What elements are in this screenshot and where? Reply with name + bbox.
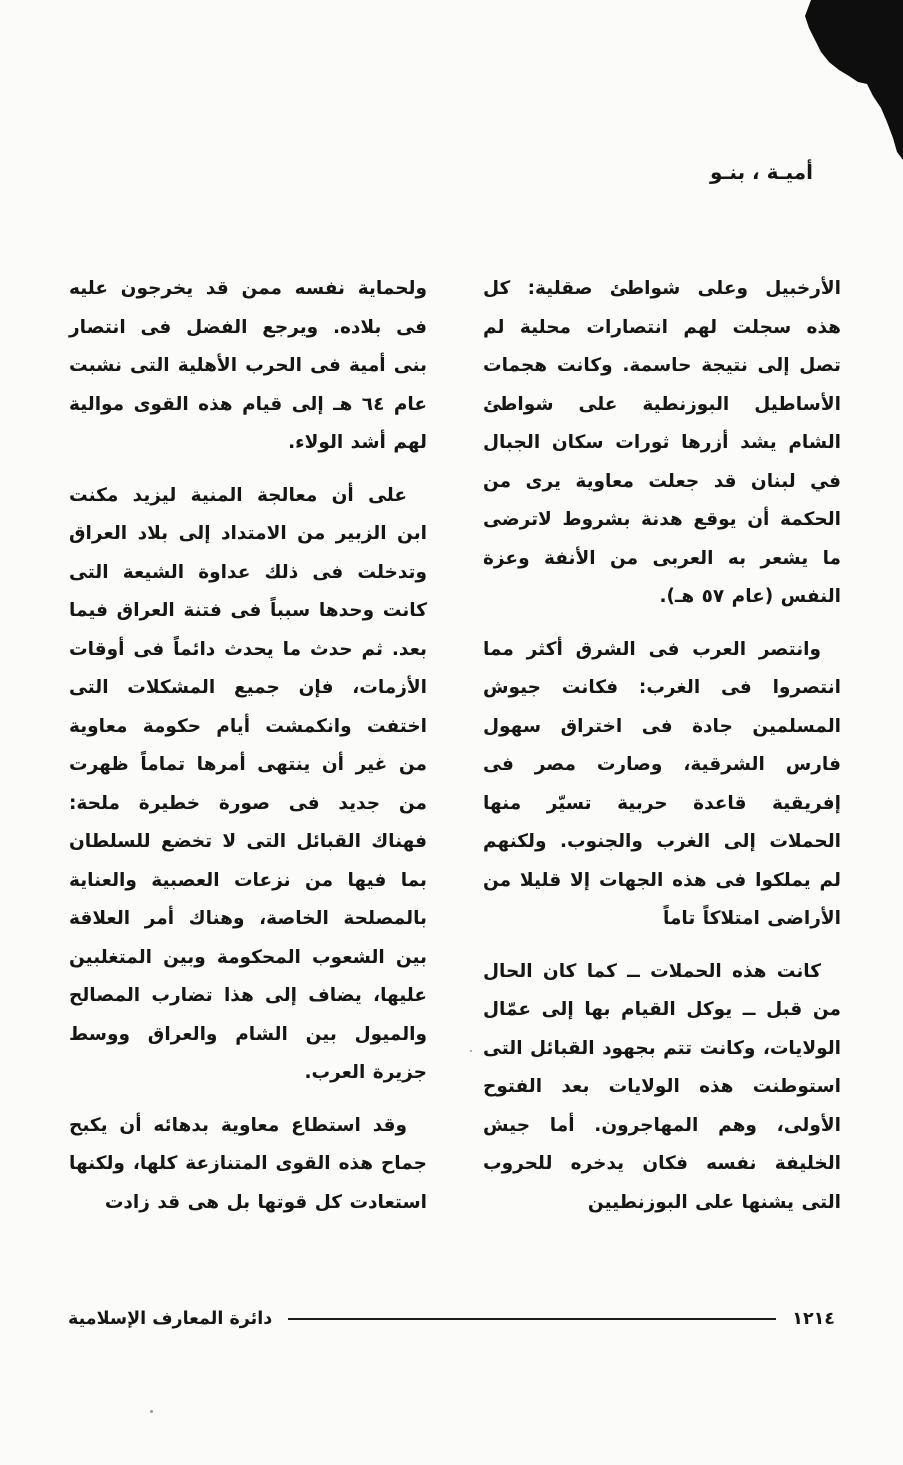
paragraph: وقد استطاع معاوية بدهائه أن يكبح جماح هذه القوى المتنازعة كلها، ولكنها استعادت كل قوتها بل هى قد زادت [69, 1114, 427, 1213]
paragraph: وانتصر العرب فى الشرق أكثر مما انتصروا فى الغرب: فكانت جيوش المسلمين جادة فى اختراق سهول فارس الشرقية، وصارت مصر فى إفريقية قاعدة حربية تسيّر منها الحملات إلى الغرب والجنوب. ولكنهم لم يملكوا فى هذه الجهات إلا قليلا من الأراضى امتلاكاً تاماً [483, 638, 841, 929]
running-title: أميـة ، بنـو [710, 160, 813, 184]
left-column [69, 270, 427, 1222]
corner-ink-blot [803, 0, 903, 160]
publication-title: دائرة المعارف الإسلامية [68, 1309, 273, 1329]
footer-rule [288, 1318, 776, 1320]
page-number: ١٢١٤ [792, 1309, 835, 1329]
paragraph: على أن معالجة المنية ليزيد مكنت ابن الزبير من الامتداد إلى بلاد العراق وتدخلت فى ذلك عداوة الشيعة التى كانت وحدها سبباً فى فتنة العراق فيما بعد. ثم حدث ما يحدث دائماً فى أوقات الأزمات، فإن جميع المشكلات التى اختفت وانكمشت أيام حكومة معاوية من غير أن ينتهى أمرها تماماً ظهرت من جديد فى صورة خطيرة ملحة: فهناك القبائل التى لا تخضع للسلطان بما فيها من نزعات العصبية والعناية بالمصلحة الخاصة، وهناك أمر العلاقة بين الشعوب المحكومة وبين المتغلبين عليها، يضاف إلى هذا تضارب المصالح والميول بين الشام والعراق ووسط جزيرة العرب. [69, 484, 427, 1083]
page-footer [68, 1304, 835, 1334]
paragraph: الأرخبيل وعلى شواطئ صقلية: كل هذه سجلت لهم انتصارات محلية لم تصل إلى نتيجة حاسمة. وكانت هجمات الأساطيل البوزنطية على شواطئ الشام يشد أزرها ثورات سكان الجبال في لبنان قد جعلت معاوية يرى من الحكمة أن يوقع هدنة بشروط لاترضى ما يشعر به العربى من الأنفة وعزة النفس (عام ٥٧ هـ). [483, 278, 841, 607]
paper-speck [150, 1410, 153, 1413]
right-column [483, 270, 841, 1222]
paper-speck [470, 1050, 472, 1052]
paragraph: ولحماية نفسه ممن قد يخرجون عليه فى بلاده. ويرجع الفضل فى انتصار بنى أمية فى الحرب الأهلية التى نشبت عام ٦٤ هـ إلى قيام هذه القوى موالية لهم أشد الولاء. [69, 278, 427, 453]
paragraph: كانت هذه الحملات ــ كما كان الحال من قبل ــ يوكل القيام بها إلى عمّال الولايات، وكانت تتم بجهود القبائل التى استوطنت هذه الولايات بعد الفتوح الأولى، وهم المهاجرون. أما جيش الخليفة نفسه فكان يدخره للحروب التى يشنها على البوزنطيين [483, 960, 841, 1213]
